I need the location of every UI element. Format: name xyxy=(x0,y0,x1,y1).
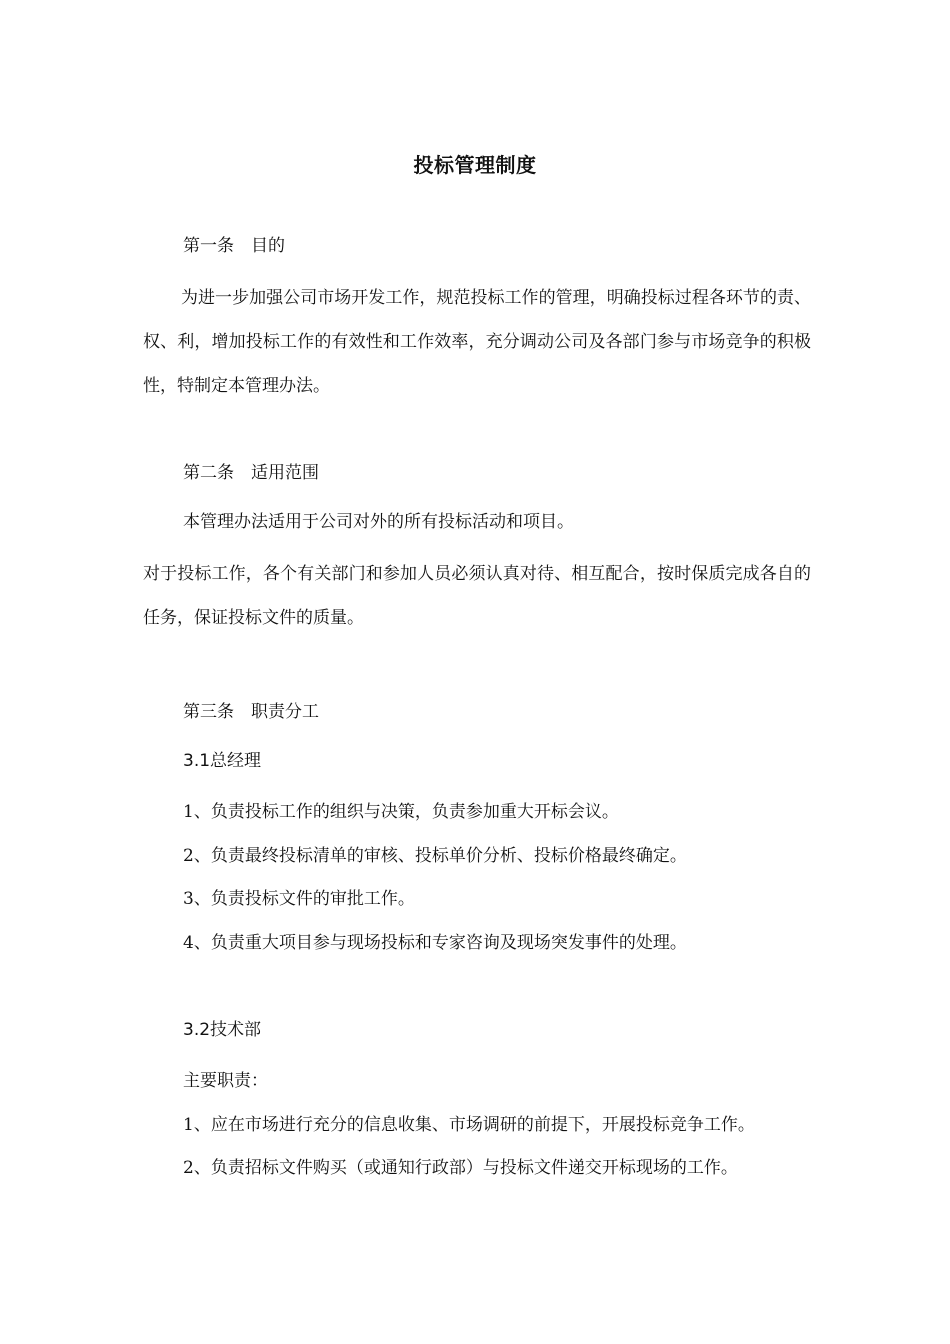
list-item: 2、负责招标文件购买（或通知行政部）与投标文件递交开标现场的工作。 xyxy=(183,1158,738,1178)
subsection-3-1-heading: 3.1总经理 xyxy=(183,751,262,771)
section-1-heading: 第一条 目的 xyxy=(183,236,285,256)
subsection-3-2-heading: 3.2技术部 xyxy=(183,1020,262,1040)
list-item: 1、负责投标工作的组织与决策，负责参加重大开标会议。 xyxy=(183,802,619,822)
document-title: 投标管理制度 xyxy=(413,153,537,177)
subsection-3-2-intro: 主要职责： xyxy=(183,1071,268,1091)
list-item: 4、负责重大项目参与现场投标和专家咨询及现场突发事件的处理。 xyxy=(183,933,687,953)
section-1-paragraph: 为进一步加强公司市场开发工作，规范投标工作的管理，明确投标过程各环节的责、权、利，增加投标工作的有效性和工作效率，充分调动公司及各部门参与市场竞争的积极性，特制定本管理办法。 xyxy=(143,288,811,396)
list-item: 3、负责投标文件的审批工作。 xyxy=(183,889,415,909)
list-item: 1、应在市场进行充分的信息收集、市场调研的前提下，开展投标竞争工作。 xyxy=(183,1115,755,1135)
section-2-paragraph: 对于投标工作，各个有关部门和参加人员必须认真对待、相互配合，按时保质完成各自的任务，保证投标文件的质量。 xyxy=(143,564,811,628)
section-3-heading: 第三条 职责分工 xyxy=(183,702,319,722)
list-item: 2、负责最终投标清单的审核、投标单价分析、投标价格最终确定。 xyxy=(183,846,687,866)
section-2-scope-line: 本管理办法适用于公司对外的所有投标活动和项目。 xyxy=(183,512,574,532)
section-2-heading: 第二条 适用范围 xyxy=(183,463,319,483)
